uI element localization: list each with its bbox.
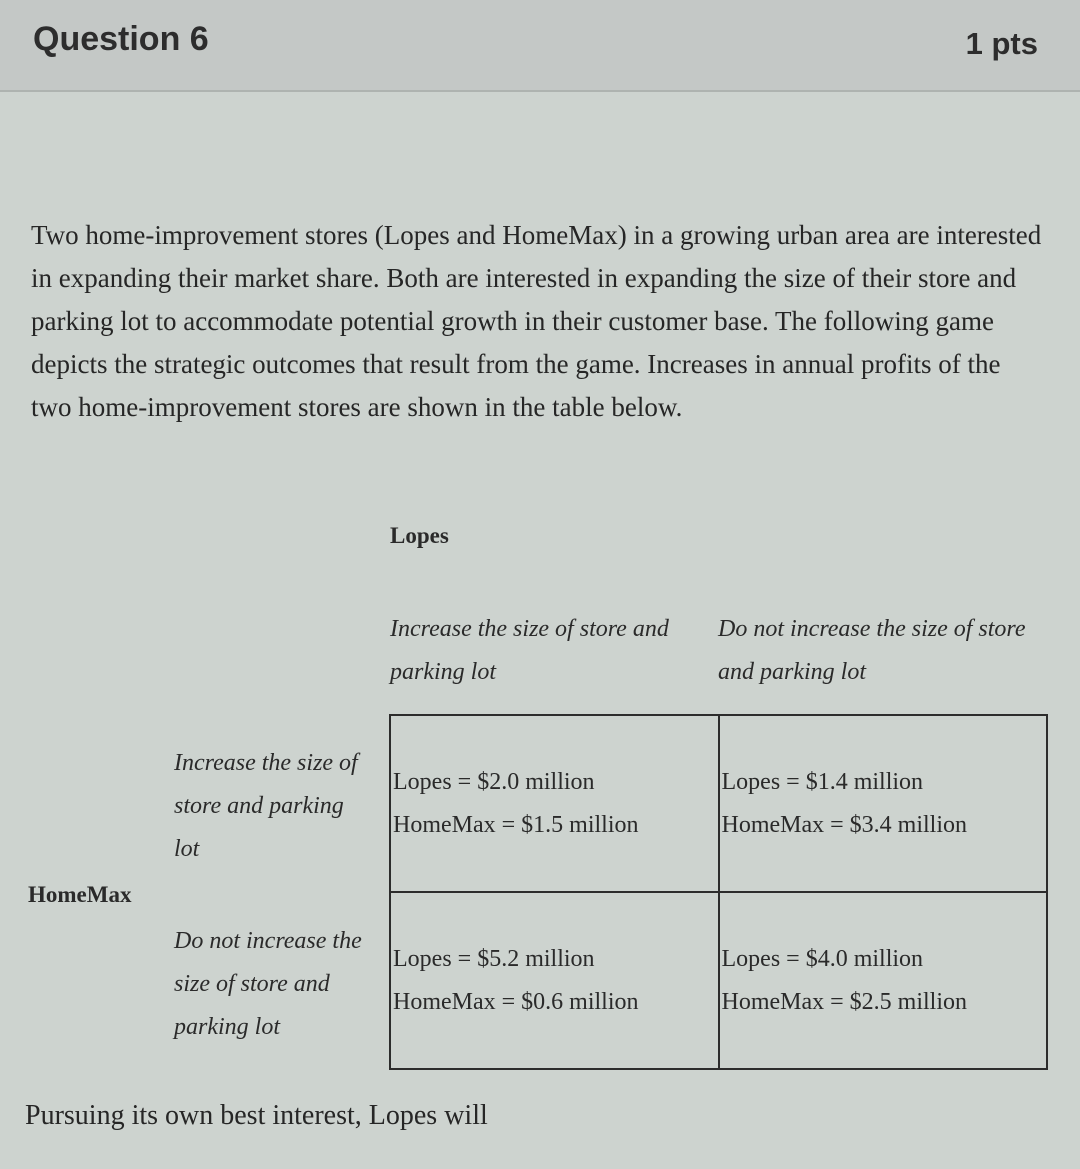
homemax-payoff: HomeMax = $1.5 million xyxy=(393,811,639,838)
question-points: 1 pts xyxy=(965,26,1038,61)
lopes-payoff: Lopes = $1.4 million xyxy=(721,768,924,795)
row-strategy-no-increase: Do not increase the size of store and parking lot xyxy=(174,928,362,1040)
payoff-cell xyxy=(390,892,719,1069)
homemax-payoff: HomeMax = $2.5 million xyxy=(721,988,968,1015)
followup-question: Pursuing its own best interest, Lopes will xyxy=(25,1100,488,1131)
payoff-cell xyxy=(719,715,1048,892)
lopes-payoff: Lopes = $2.0 million xyxy=(393,768,595,795)
question-header xyxy=(0,0,1080,92)
payoff-row xyxy=(390,892,1047,1069)
homemax-payoff: HomeMax = $0.6 million xyxy=(393,988,639,1015)
row-player-label: HomeMax xyxy=(28,882,132,907)
row-strategy-increase: Increase the size of store and parking lot xyxy=(174,750,358,862)
payoff-row xyxy=(390,715,1047,892)
lopes-payoff: Lopes = $4.0 million xyxy=(721,945,924,972)
payoff-cell xyxy=(390,715,719,892)
payoff-matrix xyxy=(389,714,1048,1070)
column-strategy-increase: Increase the size of store and parking lot xyxy=(390,616,669,685)
question-prompt: Two home-improvement stores (Lopes and HomeMax) in a growing urban area are interested in expanding their market share. Both are interested in expanding the size of their store and parking lot to accommodate potential growth in their customer base. The following game depicts the strategic outcomes that result from the game. Increases in annual profits of the two home-improvement stores are shown in the table below. xyxy=(31,220,1042,422)
payoff-cell xyxy=(719,892,1048,1069)
homemax-payoff: HomeMax = $3.4 million xyxy=(721,811,968,838)
column-player-label: Lopes xyxy=(390,523,449,548)
lopes-payoff: Lopes = $5.2 million xyxy=(393,945,595,972)
column-strategy-no-increase: Do not increase the size of store and parking lot xyxy=(718,616,1026,685)
question-title: Question 6 xyxy=(33,20,209,58)
